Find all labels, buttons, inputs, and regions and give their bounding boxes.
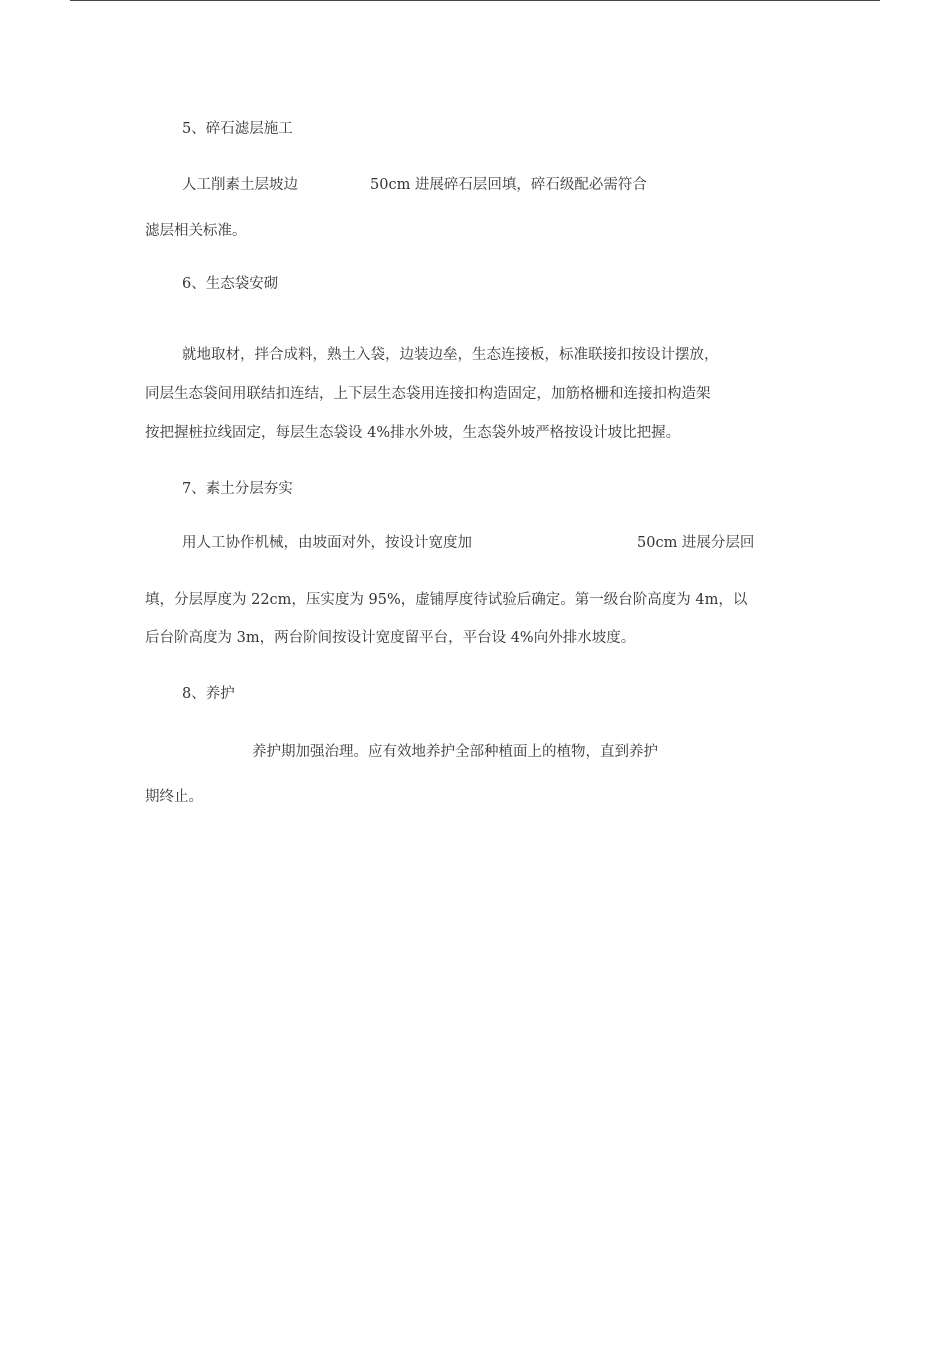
section-8-heading: 8、养护 xyxy=(182,686,235,702)
section-5-paragraph-line2: 滤层相关标准。 xyxy=(145,223,247,239)
section-6-paragraph-line2: 同层生态袋间用联结扣连结，上下层生态袋用连接扣构造固定，加筋格栅和连接扣构造架 xyxy=(145,386,711,402)
section-5-paragraph-part2: 50cm 进展碎石层回填，碎石级配必需符合 xyxy=(370,177,647,193)
section-6-paragraph-line1: 就地取材，拌合成料，熟土入袋，边装边垒，生态连接板，标准联接扣按设计摆放， xyxy=(182,347,719,363)
header-rule xyxy=(70,0,880,1)
section-5-heading: 5、碎石滤层施工 xyxy=(182,121,293,137)
section-6-paragraph-line3: 按把握桩拉线固定，每层生态袋设 4%排水外坡，生态袋外坡严格按设计坡比把握。 xyxy=(145,425,681,441)
section-7-heading: 7、素土分层夯实 xyxy=(182,481,293,497)
section-5-paragraph-part1: 人工削素土层坡边 xyxy=(182,177,298,193)
section-8-paragraph-line1: 养护期加强治理。应有效地养护全部种植面上的植物，直到养护 xyxy=(252,744,658,760)
section-7-paragraph-part1: 用人工协作机械，由坡面对外，按设计宽度加 xyxy=(182,535,472,551)
section-7-paragraph-part2: 50cm 进展分层回 xyxy=(637,535,755,551)
section-8-paragraph-line2: 期终止。 xyxy=(145,789,203,805)
section-7-paragraph-line3: 后台阶高度为 3m，两台阶间按设计宽度留平台，平台设 4%向外排水坡度。 xyxy=(145,630,636,646)
section-7-paragraph-line2: 填，分层厚度为 22cm，压实度为 95%，虚铺厚度待试验后确定。第一级台阶高度为 4m，以 xyxy=(145,592,748,608)
section-6-heading: 6、生态袋安砌 xyxy=(182,276,279,292)
